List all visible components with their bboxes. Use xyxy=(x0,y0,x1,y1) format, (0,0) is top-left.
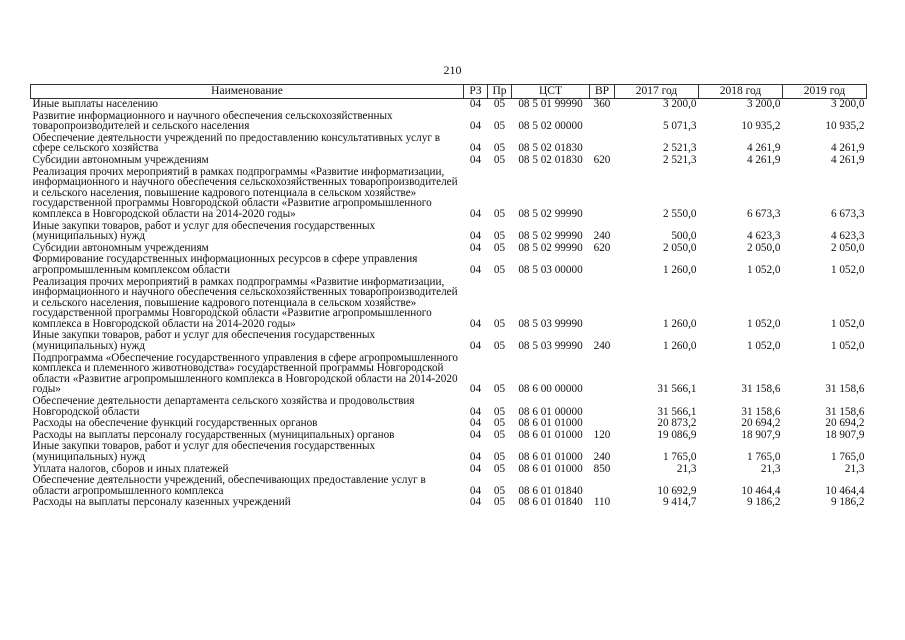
row-2017: 19 086,9 xyxy=(657,428,697,441)
row-vr: 620 xyxy=(593,153,611,166)
row-vr xyxy=(590,254,615,276)
row-cst: 08 6 01 00000 xyxy=(518,405,583,418)
row-2017: 10 692,9 xyxy=(657,484,697,497)
page-number: 210 xyxy=(443,63,462,77)
row-2017: 2 550,0 xyxy=(662,207,697,220)
row-2019: 31 158,6 xyxy=(825,383,865,396)
row-2017: 5 071,3 xyxy=(662,120,697,133)
row-rz: 04 xyxy=(469,484,482,497)
header-name: Наименование xyxy=(31,85,464,99)
row-rz: 04 xyxy=(469,120,482,133)
row-pr: 05 xyxy=(493,241,506,254)
row-2019: 18 907,9 xyxy=(825,428,865,441)
row-2018: 3 200,0 xyxy=(746,98,781,110)
row-2018: 31 158,6 xyxy=(741,383,781,396)
row-pr: 05 xyxy=(493,142,506,155)
row-2018: 31 158,6 xyxy=(741,405,781,418)
row-vr: 850 xyxy=(593,462,611,475)
row-2017: 1 260,0 xyxy=(662,317,697,330)
row-2019: 10 464,4 xyxy=(825,484,865,497)
header-cst: ЦСТ xyxy=(512,85,590,99)
row-name: Расходы на обеспечение функций государственных органов xyxy=(32,417,318,430)
row-2017: 1 765,0 xyxy=(662,451,697,463)
row-rz: 04 xyxy=(469,462,482,475)
row-pr: 05 xyxy=(493,451,506,463)
row-pr: 05 xyxy=(493,153,506,166)
row-2019: 1 765,0 xyxy=(830,451,865,463)
row-2019: 2 050,0 xyxy=(830,241,865,254)
row-cst: 08 6 01 01000 xyxy=(518,417,583,430)
row-rz: 04 xyxy=(469,383,482,396)
row-cst: 08 5 03 00000 xyxy=(518,263,583,276)
row-2018: 21,3 xyxy=(760,462,781,475)
row-2019: 4 261,9 xyxy=(830,142,865,155)
header-2018: 2018 год xyxy=(699,85,783,99)
row-pr: 05 xyxy=(493,484,506,497)
row-2019: 20 694,2 xyxy=(825,417,865,430)
row-cst: 08 5 03 99990 xyxy=(518,340,583,353)
row-2019: 6 673,3 xyxy=(830,207,865,220)
row-name: Расходы на выплаты персоналу государственных (муниципальных) органов xyxy=(32,428,395,441)
table-row xyxy=(31,277,867,331)
row-2019: 4 261,9 xyxy=(830,153,865,166)
row-2017: 1 260,0 xyxy=(662,340,697,353)
row-2017: 31 566,1 xyxy=(657,405,697,418)
row-2018: 1 765,0 xyxy=(746,451,781,463)
row-name: Уплата налогов, сборов и иных платежей xyxy=(32,462,229,475)
row-rz: 04 xyxy=(469,153,482,166)
row-pr: 05 xyxy=(493,428,506,441)
row-pr: 05 xyxy=(493,317,506,330)
row-2019: 10 935,2 xyxy=(825,120,865,133)
row-rz: 04 xyxy=(469,417,482,430)
row-rz: 04 xyxy=(469,263,482,276)
row-2019: 9 186,2 xyxy=(830,496,865,509)
row-2018: 10 935,2 xyxy=(741,120,781,133)
row-name: Иные закупки товаров, работ и услуг для обеспечения государственных (муниципальных) нужд xyxy=(32,440,376,463)
row-pr: 05 xyxy=(493,340,506,353)
row-vr: 360 xyxy=(593,98,611,110)
table-row xyxy=(31,254,867,276)
row-2019: 1 052,0 xyxy=(830,340,865,353)
table-row xyxy=(31,133,867,155)
row-pr: 05 xyxy=(493,207,506,220)
row-rz: 04 xyxy=(469,451,482,463)
row-2017: 21,3 xyxy=(676,462,697,475)
row-2017: 20 873,2 xyxy=(657,417,697,430)
row-rz: 04 xyxy=(469,428,482,441)
row-vr: 240 xyxy=(593,451,611,463)
row-vr xyxy=(590,396,615,418)
row-cst: 08 5 01 99990 xyxy=(518,98,583,110)
table-row xyxy=(31,330,867,352)
row-2017: 3 200,0 xyxy=(662,98,697,110)
row-pr: 05 xyxy=(493,405,506,418)
header-pr: Пр xyxy=(488,85,512,99)
row-vr xyxy=(590,475,615,497)
row-name: Субсидии автономным учреждениям xyxy=(32,153,209,166)
row-2017: 2 050,0 xyxy=(662,241,697,254)
row-2018: 18 907,9 xyxy=(741,428,781,441)
row-vr: 120 xyxy=(593,428,611,441)
row-vr: 110 xyxy=(593,496,611,509)
row-name: Иные закупки товаров, работ и услуг для обеспечения государственных (муниципальных) нужд xyxy=(32,219,376,243)
row-pr: 05 xyxy=(493,263,506,276)
row-vr xyxy=(590,277,615,331)
row-vr xyxy=(590,167,615,221)
row-pr: 05 xyxy=(493,230,506,243)
row-name: Иные выплаты населению xyxy=(32,98,158,110)
row-pr: 05 xyxy=(493,383,506,396)
row-vr xyxy=(590,133,615,155)
row-name: Обеспечение деятельности учреждений, обеспечивающих предоставление услуг в области агропромышленного комплекса xyxy=(32,474,426,497)
table-row xyxy=(31,441,867,463)
row-vr xyxy=(590,353,615,396)
row-2018: 20 694,2 xyxy=(741,417,781,430)
row-2018: 2 050,0 xyxy=(746,241,781,254)
row-2017: 9 414,7 xyxy=(662,496,697,509)
row-rz: 04 xyxy=(469,142,482,155)
row-cst: 08 6 01 01840 xyxy=(518,496,583,509)
row-cst: 08 6 01 01840 xyxy=(518,484,583,497)
row-2018: 1 052,0 xyxy=(746,340,781,353)
header-2019: 2019 год xyxy=(783,85,867,99)
row-2018: 1 052,0 xyxy=(746,263,781,276)
row-pr: 05 xyxy=(493,120,506,133)
row-name: Подпрограмма «Обеспечение государственного управления в сфере агропромышленного комплекса и племенного животноводства» государственной программы Новгородской области «Развитие агропромышленного комплекса в Новгородской области на 2014-2020 годы» xyxy=(32,351,459,396)
table-row xyxy=(31,99,867,111)
row-2017: 31 566,1 xyxy=(657,383,697,396)
row-name: Иные закупки товаров, работ и услуг для обеспечения государственных (муниципальных) нужд xyxy=(32,329,376,353)
row-2019: 4 623,3 xyxy=(830,230,865,243)
row-name: Расходы на выплаты персоналу казенных учреждений xyxy=(32,496,291,509)
table-header-row xyxy=(31,85,867,99)
row-vr: 620 xyxy=(593,241,611,254)
table-row xyxy=(31,475,867,497)
row-pr: 05 xyxy=(493,417,506,430)
budget-table xyxy=(30,84,867,509)
row-rz: 04 xyxy=(469,207,482,220)
row-2018: 9 186,2 xyxy=(746,496,781,509)
row-2018: 1 052,0 xyxy=(746,317,781,330)
row-2019: 1 052,0 xyxy=(830,317,865,330)
row-cst: 08 5 02 99990 xyxy=(518,207,583,220)
table-row xyxy=(31,167,867,221)
row-cst: 08 6 01 01000 xyxy=(518,462,583,475)
table-row xyxy=(31,155,867,167)
row-name: Реализация прочих мероприятий в рамках подпрограммы «Развитие информатизации, информационного и научного обеспечения сельскохозяйственных товаропроизводителей и сельского населения, повышение кадрового потенциала в сельском хозяйстве» государственной программы Новгородской области «Развитие агропромышленного комплекса в Новгородской области на 2014-2020 годы» xyxy=(32,165,458,220)
row-cst: 08 6 00 00000 xyxy=(518,383,583,396)
row-name: Развитие информационного и научного обеспечения сельскохозяйственных товаропроизводителей и сельского населения xyxy=(32,109,393,133)
row-cst: 08 5 02 99990 xyxy=(518,230,583,243)
row-rz: 04 xyxy=(469,241,482,254)
row-rz: 04 xyxy=(469,496,482,509)
row-vr xyxy=(590,111,615,133)
row-rz: 04 xyxy=(469,230,482,243)
row-cst: 08 5 03 99990 xyxy=(518,317,583,330)
row-2019: 31 158,6 xyxy=(825,405,865,418)
row-cst: 08 5 02 00000 xyxy=(518,120,583,133)
row-name: Обеспечение деятельности учреждений по предоставлению консультативных услуг в сфере сельского хозяйства xyxy=(32,131,440,155)
row-2018: 6 673,3 xyxy=(746,207,781,220)
row-cst: 08 6 01 01000 xyxy=(518,451,583,463)
table-row xyxy=(31,396,867,418)
row-vr: 240 xyxy=(593,340,611,353)
table-body xyxy=(31,99,867,509)
row-2018: 10 464,4 xyxy=(741,484,781,497)
row-cst: 08 5 02 01830 xyxy=(518,142,583,155)
row-pr: 05 xyxy=(493,496,506,509)
row-vr: 240 xyxy=(593,230,611,243)
row-2018: 4 261,9 xyxy=(746,142,781,155)
header-vr: ВР xyxy=(590,85,615,99)
row-2019: 1 052,0 xyxy=(830,263,865,276)
header-2017: 2017 год xyxy=(615,85,699,99)
row-name: Обеспечение деятельности департамента сельского хозяйства и продовольствия Новгородской области xyxy=(32,395,415,418)
row-rz: 04 xyxy=(469,405,482,418)
row-2017: 2 521,3 xyxy=(662,142,697,155)
row-2018: 4 623,3 xyxy=(746,230,781,243)
row-cst: 08 5 02 99990 xyxy=(518,241,583,254)
row-2017: 500,0 xyxy=(671,230,697,243)
table-row xyxy=(31,111,867,133)
row-rz: 04 xyxy=(469,340,482,353)
row-cst: 08 5 02 01830 xyxy=(518,153,583,166)
row-pr: 05 xyxy=(493,462,506,475)
row-rz: 04 xyxy=(469,317,482,330)
row-name: Реализация прочих мероприятий в рамках подпрограммы «Развитие информатизации, информационного и научного обеспечения сельскохозяйственных товаропроизводителей и сельского населения, повышение кадрового потенциала в сельском хозяйстве» государственной программы Новгородской области «Развитие агропромышленного комплекса в Новгородской области на 2014-2020 годы» xyxy=(32,275,458,330)
row-name: Субсидии автономным учреждениям xyxy=(32,241,209,254)
row-rz: 04 xyxy=(469,98,482,110)
row-2018: 4 261,9 xyxy=(746,153,781,166)
header-rz: РЗ xyxy=(464,85,488,99)
row-name: Формирование государственных информационных ресурсов в сфере управления агропромышленным комплексом области xyxy=(32,253,418,276)
row-2019: 21,3 xyxy=(844,462,865,475)
row-2017: 1 260,0 xyxy=(662,263,697,276)
table-row xyxy=(31,221,867,243)
row-2017: 2 521,3 xyxy=(662,153,697,166)
row-2019: 3 200,0 xyxy=(830,98,865,110)
table-row xyxy=(31,353,867,396)
row-pr: 05 xyxy=(493,98,506,110)
row-cst: 08 6 01 01000 xyxy=(518,428,583,441)
table-row xyxy=(31,497,867,509)
